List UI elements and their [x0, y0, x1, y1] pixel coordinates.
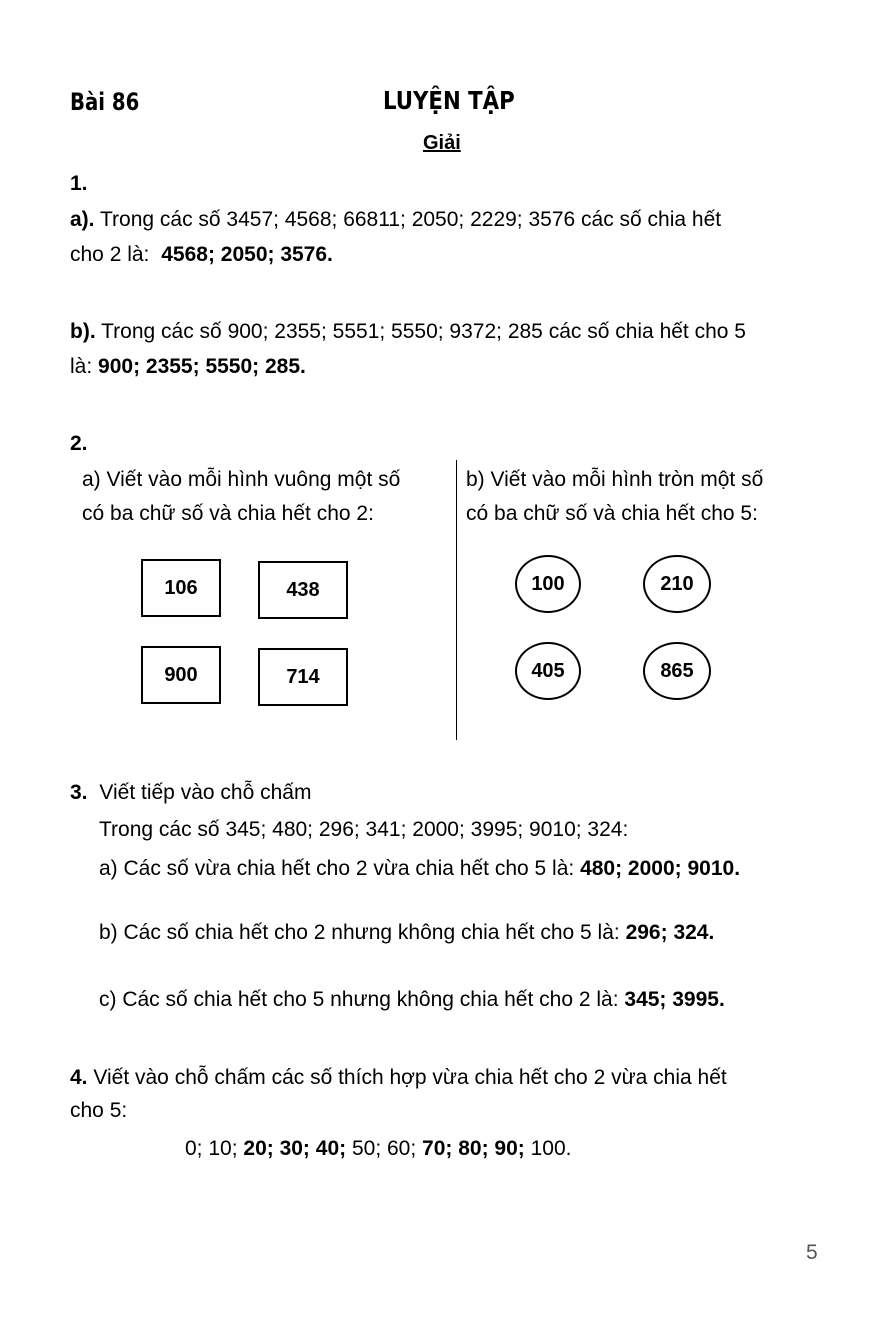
q3-c-answer: 345; 3995. — [624, 988, 725, 1011]
q3-b-text: b) Các số chia hết cho 2 nhưng không chia hết cho 5 là: — [99, 921, 620, 944]
q3-b-answer: 296; 324. — [625, 921, 715, 944]
seq-answer: 20; 30; 40; — [243, 1137, 347, 1160]
seq-part: 0; 10; — [185, 1137, 238, 1160]
subtitle: Giải — [423, 132, 461, 154]
q1-a-text2: cho 2 là: — [70, 243, 150, 266]
circle-shape: 100 — [515, 555, 581, 613]
q3-a-answer: 480; 2000; 9010. — [580, 857, 741, 880]
q1-b-text2: là: — [70, 355, 93, 378]
q1-b-text: Trong các số 900; 2355; 5551; 5550; 9372; 285 các số chia hết cho 5 — [101, 320, 746, 343]
q3-c-text: c) Các số chia hết cho 5 nhưng không chia hết cho 2 là: — [99, 988, 619, 1011]
q1-a-line2 — [70, 237, 333, 272]
q1-b-label: b). — [70, 320, 96, 343]
q1-a-label: a). — [70, 208, 95, 231]
q3-heading-line — [70, 775, 311, 810]
q3-heading: Viết tiếp vào chỗ chấm — [99, 781, 312, 804]
q2-left-line2: có ba chữ số và chia hết cho 2: — [82, 502, 374, 525]
q2-right-line2: có ba chữ số và chia hết cho 5: — [466, 502, 758, 525]
q3-b-line — [99, 915, 714, 950]
q1-b-line2 — [70, 349, 306, 384]
q2-number: 2. — [70, 432, 88, 455]
q4-number: 4. — [70, 1066, 88, 1089]
q4-text: Viết vào chỗ chấm các số thích hợp vừa chia hết cho 2 vừa chia hết — [93, 1066, 727, 1089]
q1-number: 1. — [70, 172, 88, 195]
circle-shape: 405 — [515, 642, 581, 700]
square-box: 106 — [141, 559, 221, 617]
q1-b-answer: 900; 2355; 5550; 285. — [98, 355, 306, 378]
q1-a-text: Trong các số 3457; 4568; 66811; 2050; 2229; 3576 các số chia hết — [99, 208, 722, 231]
q4-line1 — [70, 1060, 727, 1095]
circle-shape: 210 — [643, 555, 711, 613]
seq-answer: 70; 80; 90; — [422, 1137, 525, 1160]
seq-part: 100. — [530, 1137, 572, 1160]
column-divider — [456, 460, 457, 740]
q1-a-answer: 4568; 2050; 3576. — [161, 243, 333, 266]
q3-number: 3. — [70, 781, 88, 804]
seq-part: 50; 60; — [351, 1137, 417, 1160]
square-box: 900 — [141, 646, 221, 704]
q4-line2: cho 5: — [70, 1099, 128, 1122]
lesson-number: Bài 86 — [70, 88, 140, 116]
q1-a-line1 — [70, 202, 721, 237]
q1-b-line1 — [70, 314, 746, 349]
q2-left-line1: a) Viết vào mỗi hình vuông một số — [82, 468, 401, 491]
q4-sequence — [185, 1131, 572, 1166]
q3-c-line — [99, 982, 725, 1017]
page-number: 5 — [806, 1241, 818, 1264]
q3-intro: Trong các số 345; 480; 296; 341; 2000; 3995; 9010; 324: — [99, 818, 629, 841]
q3-a-text: a) Các số vừa chia hết cho 2 vừa chia hết cho 5 là: — [99, 857, 575, 880]
circle-shape: 865 — [643, 642, 711, 700]
q3-a-line — [99, 851, 740, 886]
page-title: LUYỆN TẬP — [383, 86, 515, 115]
square-box: 438 — [258, 561, 348, 619]
square-box: 714 — [258, 648, 348, 706]
q2-right-line1: b) Viết vào mỗi hình tròn một số — [466, 468, 764, 491]
